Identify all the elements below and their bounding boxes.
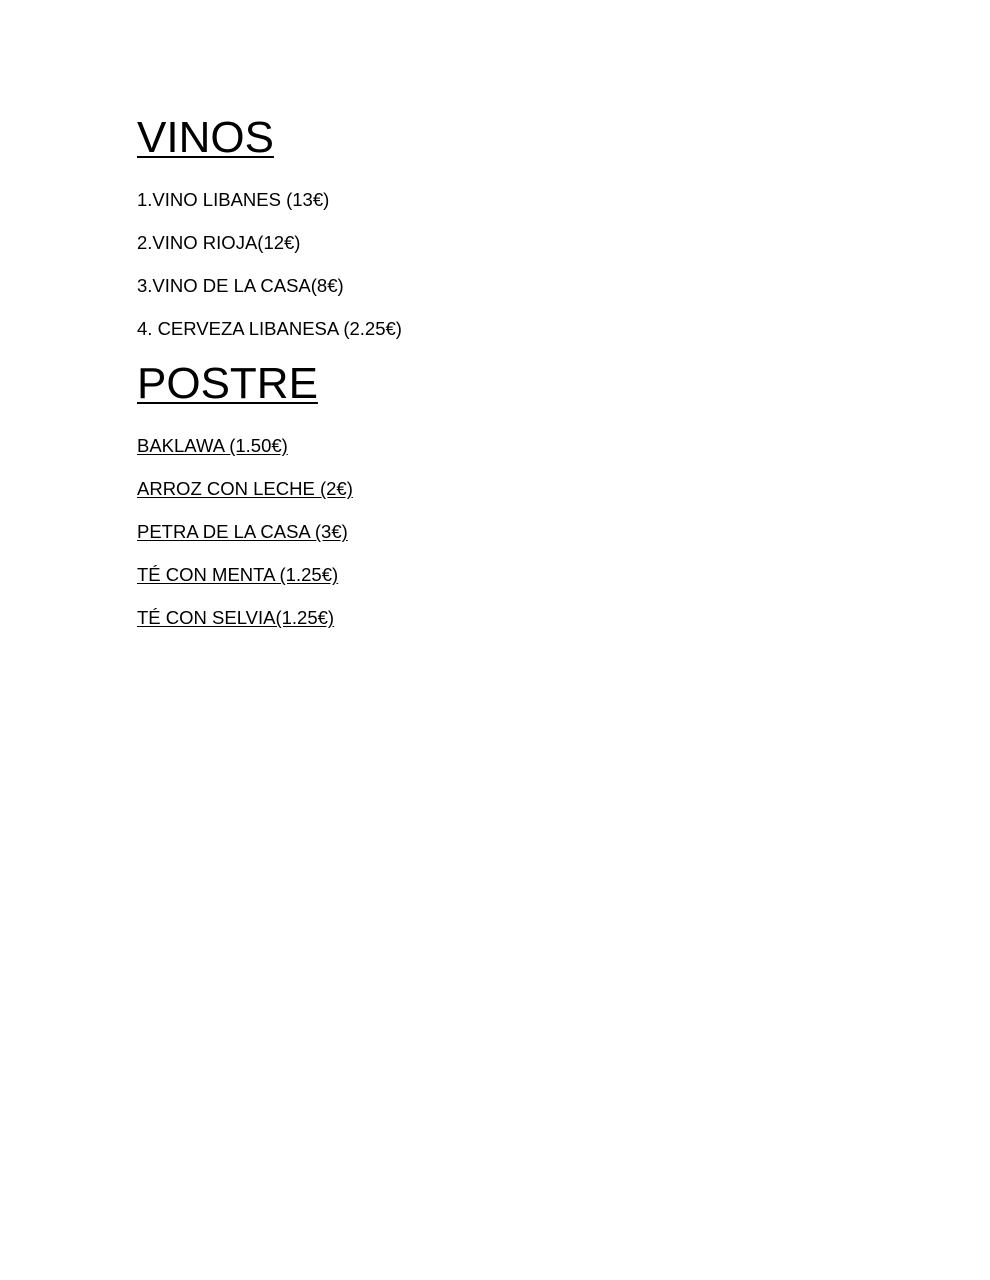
menu-item-arroz-con-leche: ARROZ CON LECHE (2€) — [137, 478, 353, 499]
postre-heading: POSTRE — [137, 359, 318, 408]
menu-item-te-con-menta: TÉ CON MENTA (1.25€) — [137, 564, 339, 585]
menu-item-vino-libanes: 1.VINO LIBANES (13€) — [137, 189, 330, 210]
menu-item-cerveza-libanesa: 4. CERVEZA LIBANESA (2.25€) — [137, 318, 402, 339]
vinos-heading: VINOS — [137, 113, 274, 162]
menu-item-vino-rioja: 2.VINO RIOJA(12€) — [137, 232, 301, 253]
menu-item-baklawa: BAKLAWA (1.50€) — [137, 435, 288, 456]
menu-item-te-con-selvia: TÉ CON SELVIA(1.25€) — [137, 607, 335, 628]
menu-item-vino-de-la-casa: 3.VINO DE LA CASA(8€) — [137, 275, 344, 296]
menu-item-petra-de-la-casa: PETRA DE LA CASA (3€) — [137, 521, 348, 542]
